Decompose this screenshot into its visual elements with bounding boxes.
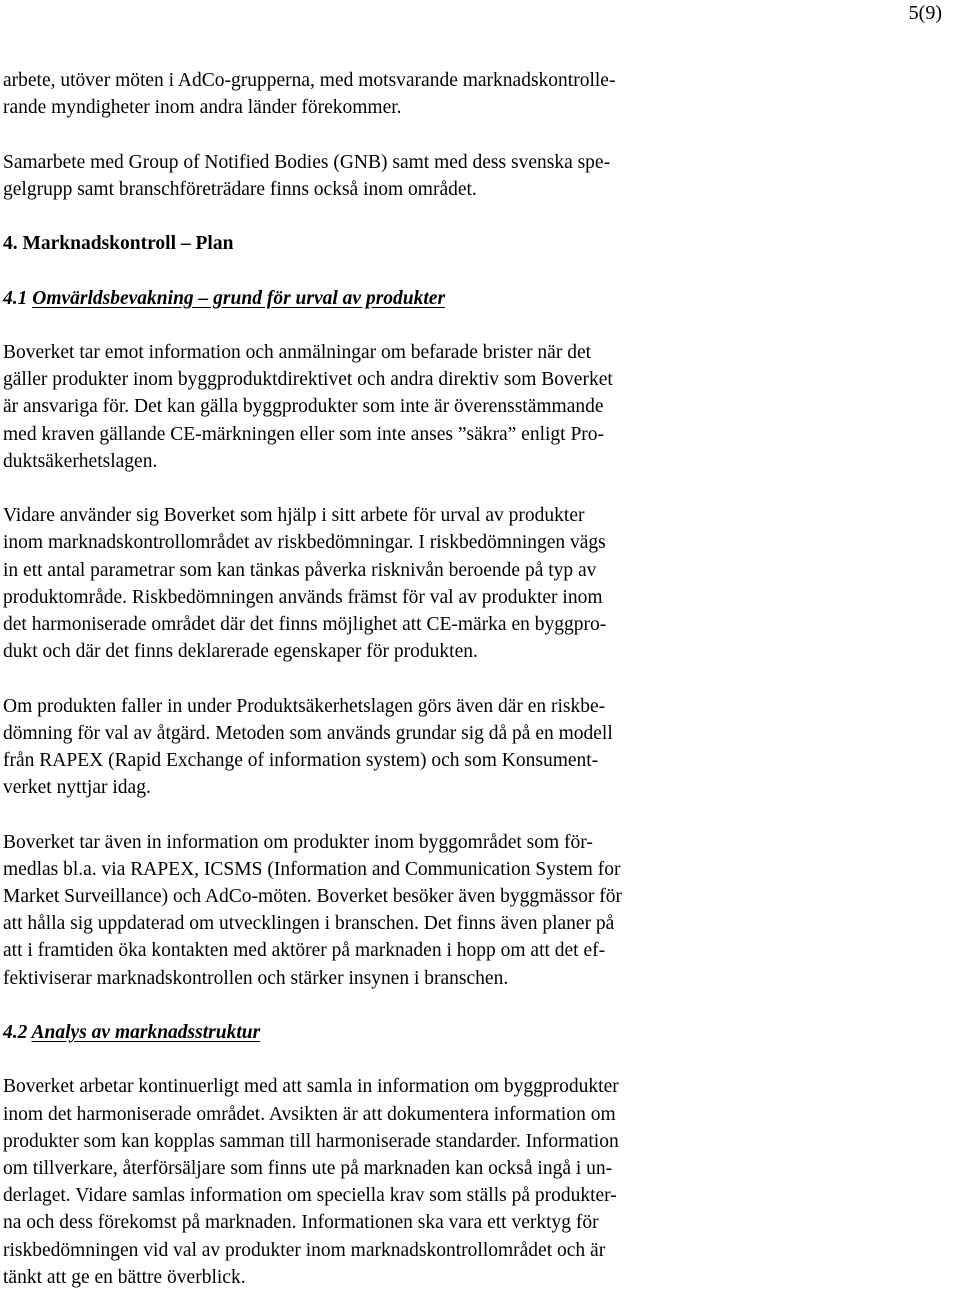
- heading-number: 4.1: [3, 287, 33, 309]
- text-line: Boverket tar även in information om produkter inom byggområdet som för-: [3, 831, 593, 853]
- text-line: in ett antal parametrar som kan tänkas påverka risknivån beroende på typ av: [3, 559, 597, 581]
- text-line: rande myndigheter inom andra länder förekommer.: [3, 97, 402, 119]
- paragraph-product-safety: [3, 693, 753, 802]
- text-line: Samarbete med Group of Notified Bodies (GNB) samt med dess svenska spe-: [3, 151, 611, 173]
- text-line: dömning för val av åtgärd. Metoden som används grundar sig då på en modell: [3, 722, 613, 744]
- text-line: det harmoniserade området där det finns möjlighet att CE-märka en byggpro-: [3, 613, 607, 635]
- text-line: verket nyttjar idag.: [3, 777, 151, 799]
- text-line: medlas bl.a. via RAPEX, ICSMS (Information and Communication System for: [3, 858, 621, 880]
- text-line: Vidare använder sig Boverket som hjälp i sitt arbete för urval av produkter: [3, 505, 585, 527]
- text-line: produktområde. Riskbedömningen används främst för val av produkter inom: [3, 586, 603, 608]
- paragraph-risk-assessment: [3, 502, 753, 665]
- paragraph-gnb-cooperation: [3, 149, 753, 203]
- heading-number: 4.2: [3, 1021, 32, 1043]
- section-heading-4-2: [3, 1019, 753, 1046]
- text-line: från RAPEX (Rapid Exchange of information system) och som Konsument-: [3, 749, 599, 771]
- text-line: om tillverkare, återförsäljare som finns ute på marknaden kan också ingå i un-: [3, 1157, 613, 1179]
- text-line: att i framtiden öka kontakten med aktörer på marknaden i hopp om att det ef-: [3, 940, 606, 962]
- text-line: produkter som kan kopplas samman till harmoniserade standarder. Information: [3, 1130, 619, 1152]
- heading-title: Analys av marknadsstruktur: [31, 1021, 261, 1043]
- page-number: 5(9): [908, 2, 942, 24]
- text-line: na och dess förekomst på marknaden. Informationen ska vara ett verktyg för: [3, 1212, 599, 1234]
- paragraph-market-structure: [3, 1073, 753, 1291]
- text-line: riskbedömningen vid val av produkter inom marknadskontrollområdet och är: [3, 1239, 606, 1261]
- section-heading-4: 4. Marknadskontroll – Plan: [3, 233, 234, 255]
- text-line: gäller produkter inom byggproduktdirektivet och andra direktiv som Boverket: [3, 369, 613, 391]
- text-line: arbete, utöver möten i AdCo-grupperna, med motsvarande marknadskontrolle-: [3, 70, 616, 91]
- text-line: dukt och där det finns deklarerade egenskaper för produkten.: [3, 641, 478, 663]
- paragraph-reports: [3, 339, 753, 475]
- text-line: tänkt att ge en bättre överblick.: [3, 1266, 246, 1288]
- text-line: är ansvariga för. Det kan gälla byggprodukter som inte är överensstämmande: [3, 396, 604, 418]
- paragraph-adco-cooperation: [3, 67, 753, 121]
- text-line: gelgrupp samt branschföreträdare finns också inom området.: [3, 178, 477, 200]
- text-line: Boverket arbetar kontinuerligt med att samla in information om byggprodukter: [3, 1076, 619, 1098]
- heading-title: Omvärldsbevakning – grund för urval av produkter: [32, 287, 446, 309]
- text-line: fektiviserar marknadskontrollen och stärker insynen i branschen.: [3, 967, 509, 989]
- text-line: med kraven gällande CE-märkningen eller som inte anses ”säkra” enligt Pro-: [3, 423, 605, 445]
- text-line: Market Surveillance) och AdCo-möten. Boverket besöker även byggmässor för: [3, 885, 622, 907]
- text-line: inom marknadskontrollområdet av riskbedömningar. I riskbedömningen vägs: [3, 532, 606, 554]
- text-line: duktsäkerhetslagen.: [3, 450, 158, 472]
- text-line: att hålla sig uppdaterad om utvecklingen i branschen. Det finns även planer på: [3, 913, 615, 935]
- paragraph-information-sources: [3, 829, 753, 992]
- section-heading-4-1: [3, 285, 753, 312]
- text-line: Om produkten faller in under Produktsäkerhetslagen görs även där en riskbe-: [3, 695, 606, 717]
- text-line: derlaget. Vidare samlas information om speciella krav som ställs på produkter-: [3, 1185, 617, 1207]
- text-line: Boverket tar emot information och anmälningar om befarade brister när det: [3, 341, 592, 363]
- document-body: [3, 67, 753, 1291]
- text-line: inom det harmoniserade området. Avsikten är att dokumentera information om: [3, 1103, 616, 1125]
